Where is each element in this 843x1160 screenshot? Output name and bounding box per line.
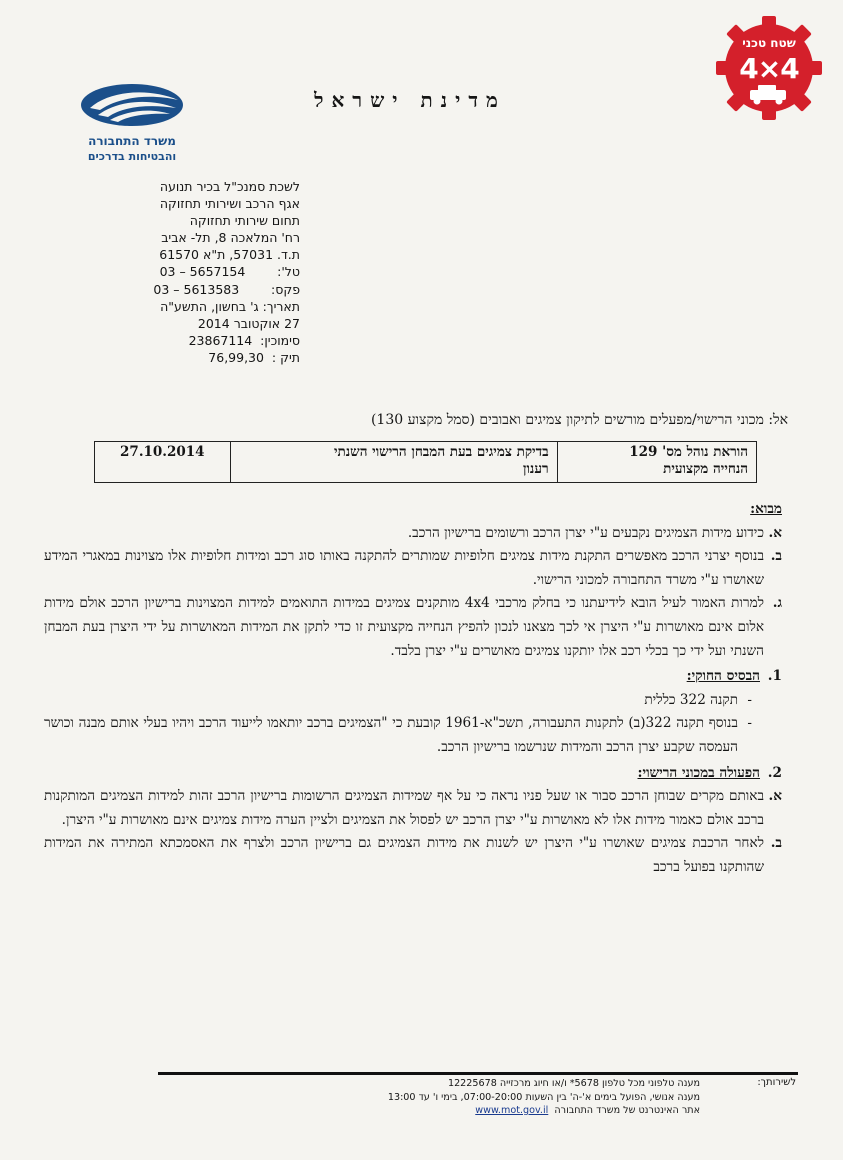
- sender-address-block: [60, 178, 300, 366]
- subject-title-cell: בדיקת צמיגים בעת המבחן הרישוי השנתי רענון: [230, 442, 557, 482]
- footer-website-line: אתר האינטרנט של משרד התחבורה www.mot.gov.il: [475, 1105, 700, 1116]
- fax-line: פקס: 03 – 5613583: [153, 281, 300, 297]
- address-line: לשכת סמנכ"ל בכיר תנועה: [159, 179, 300, 194]
- intro-item-b: ב. בנוסף יצרני הרכב מאפשרים התקנת מידות צמיגים חלופיות שמותרים להתקנה באותו סוג רכב ומידות חלופיות אלו מצוינות במאגרי המידע שאושרו ע"י משרד התחבורה למכוני הרישוי.: [44, 548, 782, 588]
- subject-table: [94, 441, 757, 483]
- recipient-line: אל: מכוני הרישוי/מפעלים מורשים לתיקון צמיגים ואבובים (סמל מקצוע 130): [370, 412, 788, 428]
- reference-line: סימוכין: 23867114: [188, 332, 300, 348]
- date-hebrew-line: תאריך: ג' בחשון, התשע"ה: [160, 298, 300, 314]
- section-1-item: - בנוסף תקנה 322(ב) לתקנות התעבורה, תשכ"א-1961 קובעת כי "הצמיגים ברכב יותאמו לייעוד הרכב ויהיו בעלי אותם מבנה וכושר העמסה שקבע יצרן הרכב והמידות שנרשמו ברישיון הרכב.: [44, 715, 752, 755]
- website-link[interactable]: www.mot.gov.il: [475, 1105, 549, 1116]
- intro-item-a: א. כידוע מידות הצמיגים נקבעים ע"י יצרן הרכב ורשומים ברישיון הרכב.: [407, 524, 782, 541]
- phone-line: טל': 03 – 5657154: [159, 264, 300, 280]
- section-2-item-b: ב. לאחר הרכבת צמיגים שאושרו ע"י היצרן יש לשנות את מידות הצמיגים גם ברישיון הרכב ולצרף את האסמכתא המתירה את המידות שהותקנו בפועל ברכב: [44, 835, 782, 875]
- offroad-badge: [714, 14, 824, 122]
- subject-date-cell: 27.10.2014: [120, 444, 205, 460]
- ministry-logo: [78, 82, 186, 168]
- logo-text-safety: והבטיחות בדרכים: [87, 150, 177, 163]
- address-line: ת.ד. 57031, ת"א 61570: [159, 247, 300, 263]
- section-1-item: - תקנה 322 כללית: [644, 691, 752, 708]
- intro-heading: מבוא:: [750, 501, 782, 517]
- section-1-heading: 1. הבסיס החוקי:: [686, 668, 782, 685]
- procedure-number-cell: הוראת נוהל מס' 129 הנחייה מקצועית: [557, 442, 756, 482]
- section-2-heading: 2. הפעולה במכוני הרישוי:: [637, 764, 782, 781]
- address-line: תחום שירותי תחזוקה: [189, 213, 300, 229]
- date-gregorian-line: 27 אוקטובר 2014: [197, 315, 300, 331]
- section-2-item-a: א. באותם מקרים שבוחן הרכב סבור או שעל פניו נראה כי על אף שמידות הצמיגים הרשומות ברישיון הרכב זהות למידות הצמיגים המותקנות ברכב אולם כאמור מידות אלו לא מאושרות ע"י יצרן הרכב יש לפסול את הצמיגים ולציין הערה מידות צמיגים אינם מאושרות ע"י היצרן.: [44, 788, 782, 828]
- logo-text-ministry: משרד התחבורה: [88, 134, 176, 148]
- footer-divider: [158, 1072, 798, 1075]
- state-title: מדינת ישראל: [314, 88, 506, 112]
- intro-item-g: ג. למרות האמור לעיל הובא לידיעתנו כי בחלק מרכבי 4x4 מותקנים צמיגים במידות התואמים למידות המצוינות ברישיון הרכב אולם מידות אלום אינם מאושרות ע"י היצרן אי לכך מצאנו לנכון להפיץ הנחייה מקצועית זו כדי לתקן את המידות המאושרות על ידי היצרן בעת המבחן השנתי ועל ידי כך בכלי רכב אלו יותקנו צמיגים מאושרים ע"י יצרן בלבד.: [44, 595, 782, 659]
- address-line: רח' המלאכה 8, תל- אביב: [161, 230, 300, 246]
- footer-hours-line: מענה אנושי, הפועל בימים א'-ה' בין השעות 07:00-20:00, בימי ו' עד 13:00: [387, 1091, 700, 1103]
- badge-4x4-text: 4×4: [739, 52, 799, 85]
- file-line: תיק : 76,99,30: [208, 349, 300, 365]
- address-line: אגף הרכב ושירותי תחזוקה: [159, 196, 300, 212]
- footer-contact: [230, 1077, 700, 1118]
- document-body: [44, 498, 782, 880]
- footer-phone-line: מענה טלפוני מכל טלפון 5678* ו/או חיוג מרכזייה 12225678: [447, 1078, 700, 1089]
- footer-service-label: לשירותך:: [757, 1077, 796, 1088]
- ministry-emblem-icon: [80, 82, 184, 128]
- badge-caption: שטח טכני: [742, 36, 796, 50]
